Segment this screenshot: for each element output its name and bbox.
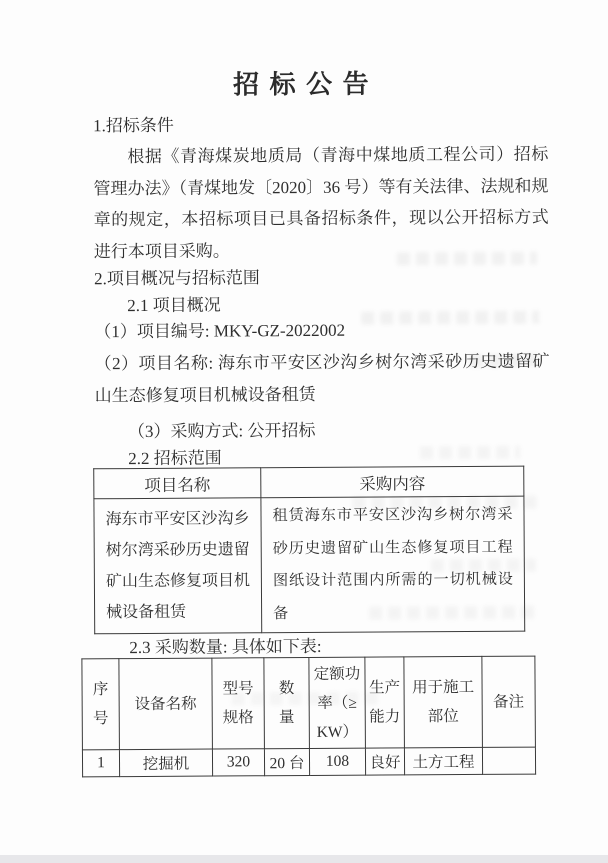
qty-cell-remarks — [482, 747, 535, 774]
qty-cell-quantity: 20 台 — [264, 748, 309, 775]
table-row — [94, 496, 525, 634]
document-title: 招 标 公 告 — [233, 69, 371, 100]
qty-header-model-spec: 型号 规格 — [212, 658, 265, 749]
section-2-2-heading: 2.2 招标范围 — [128, 448, 222, 469]
scope-table-header-procurement-content: 采购内容 — [261, 466, 524, 498]
section-1-heading: 1.招标条件 — [93, 115, 174, 136]
qty-cell-index: 1 — [82, 750, 119, 777]
table-header-row — [94, 466, 524, 499]
qty-header-rated-power: 定额功 率（≥ KW） — [309, 657, 366, 748]
qty-cell-equipment-name: 挖掘机 — [119, 749, 212, 777]
procurement-quantity-table — [81, 656, 536, 778]
scope-table-header-project-name: 项目名称 — [94, 468, 261, 499]
section-2-1-heading: 2.1 项目概况 — [127, 295, 221, 316]
qty-header-construction-part: 用于施工 部位 — [404, 656, 483, 747]
qty-header-production-capacity: 生产 能力 — [365, 657, 405, 748]
section-2-3-heading: 2.3 采购数量: 具体如下表: — [129, 636, 322, 658]
scan-edge-shadow — [0, 855, 608, 863]
project-number-line: （1）项目编号: MKY-GZ-2022002 — [94, 320, 346, 342]
qty-header-quantity: 数 量 — [264, 657, 310, 748]
procurement-method-line: （3）采购方式: 公开招标 — [127, 420, 316, 442]
table-row — [82, 747, 535, 777]
qty-cell-rated-power: 108 — [309, 748, 365, 775]
section-2-heading: 2.项目概况与招标范围 — [94, 268, 260, 289]
qty-header-remarks: 备注 — [482, 656, 536, 747]
qty-header-index: 序 号 — [82, 659, 120, 750]
section-1-paragraph: 根据《青海煤炭地质局（青海中煤地质工程公司）招标管理办法》（青煤地发〔2020〕36 号）等有关法律、法规和规章的规定，本招标项目已具备招标条件，现以公开招标方式进行本项目采购。 — [93, 144, 549, 261]
qty-header-equipment-name: 设备名称 — [119, 658, 213, 750]
qty-cell-production-capacity: 良好 — [365, 748, 404, 775]
scope-procurement-content-cell: 租赁海东市平安区沙沟乡树尔湾采砂历史遗留矿山生态修复项目工程图纸设计范围内所需的一切机械设备 — [261, 496, 525, 633]
scope-project-name-cell: 海东市平安区沙沟乡树尔湾采砂历史遗留矿山生态修复项目机械设备租赁 — [94, 498, 262, 634]
scan-bleedthrough-artifact — [420, 446, 520, 460]
project-name-line: （2）项目名称: 海东市平安区沙沟乡树尔湾采砂历史遗留矿山生态修复项目机械设备租赁 — [94, 351, 550, 405]
qty-cell-construction-part: 土方工程 — [404, 747, 482, 774]
table-header-row — [82, 656, 536, 750]
tender-scope-table — [93, 466, 525, 635]
qty-cell-model-spec: 320 — [212, 749, 264, 776]
scan-bleedthrough-artifact — [361, 311, 539, 325]
